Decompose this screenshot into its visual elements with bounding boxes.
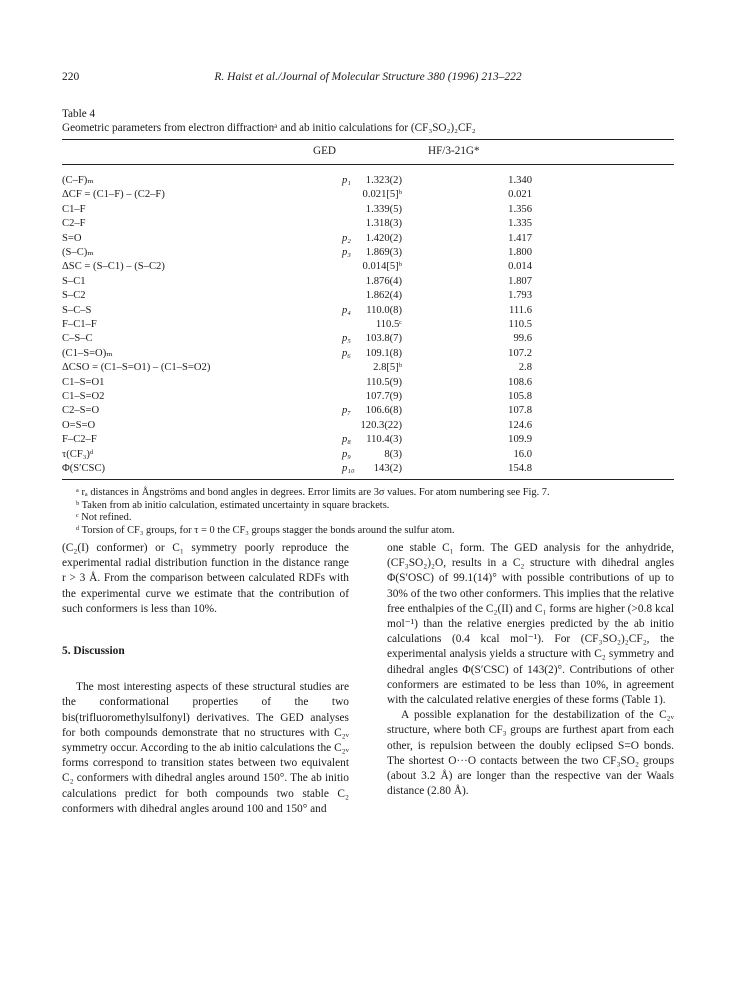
parameter-symbol-cell: p₄ bbox=[342, 304, 351, 316]
table-row bbox=[62, 405, 674, 417]
footnote-c: ᶜ Not refined. bbox=[76, 512, 132, 523]
paragraph-explanation: A possible explanation for the destabilization of the C₂ᵥ structure, where both CF₃ groups are furthest apart from each other, is repulsion between the doubly eclipsed S=O bonds. The shortest O···O contacts between the two CF₃SO₂ groups (about 3.2 Å) are longer than the respective van der Waals distance (2.80 Å). bbox=[387, 709, 674, 798]
parameter-symbol-cell: p₉ bbox=[342, 448, 351, 460]
parameter-cell: S–C1 bbox=[62, 275, 86, 287]
hf-value-cell: 107.8 bbox=[508, 405, 532, 417]
hf-value-cell: 1.335 bbox=[508, 218, 532, 230]
hf-value-cell: 105.8 bbox=[508, 391, 532, 402]
hf-value-cell: 109.9 bbox=[508, 434, 532, 446]
parameter-cell: O=S=O bbox=[62, 419, 96, 431]
parameter-cell: S–C–S bbox=[62, 304, 92, 316]
ged-value-cell: 110.4(3) bbox=[366, 434, 402, 446]
table-row bbox=[62, 362, 674, 374]
table-row bbox=[62, 204, 674, 216]
parameter-cell: (C1–S=O)ₘ bbox=[62, 347, 113, 359]
table-row bbox=[62, 305, 674, 317]
table-row bbox=[62, 377, 674, 389]
hf-value-cell: 99.6 bbox=[513, 333, 532, 345]
ged-value-cell: 110.0(8) bbox=[366, 304, 402, 316]
table-row bbox=[62, 247, 674, 259]
parameter-cell: S–C2 bbox=[62, 290, 86, 302]
hf-value-cell: 124.6 bbox=[508, 419, 532, 431]
right-column bbox=[387, 541, 674, 799]
parameter-symbol-cell: p₁₀ bbox=[342, 463, 355, 474]
table-row bbox=[62, 348, 674, 360]
table-title: Geometric parameters from electron diffractionᵃ and ab initio calculations for (CF₃SO₂)₂CF₂ bbox=[62, 121, 476, 134]
left-column bbox=[62, 541, 349, 817]
parameter-cell: C1–S=O2 bbox=[62, 391, 105, 402]
ged-value-cell: 120.3(22) bbox=[360, 419, 402, 431]
table-label: Table 4 bbox=[62, 108, 96, 120]
table-row bbox=[62, 391, 674, 403]
table-row bbox=[62, 276, 674, 288]
ged-value-cell: 110.5(9) bbox=[366, 376, 402, 388]
parameter-symbol-cell: p₂ bbox=[342, 232, 351, 244]
paragraph-conformers: one stable C₁ form. The GED analysis for the anhydride, (CF₃SO₂)₂O, results in a C₂ structure with dihedral angles Φ(S′OSC) of 99.1(14)° with possible contributions of up to 30% of the two other conformers. This implies that the relative free enthalpies of the C₂(II) and C₁ forms are higher (>0.8 kcal mol⁻¹) than the relative energies predicted by the ab initio calculations (0.4 kcal mol⁻¹). For (CF₃SO₂)₂CF₂, the experimental analysis yields a structure with C₂ symmetry and dihedral angles Φ(S′CSC) of 143(2)°. Contributions of other conformers are estimated to be less than 10%, in agreement with the calculated relative energies of these forms (Table 1). bbox=[387, 542, 674, 707]
hf-value-cell: 154.8 bbox=[508, 463, 532, 474]
ged-value-cell: 0.021[5]ᵇ bbox=[362, 189, 402, 201]
table-caption bbox=[62, 108, 674, 135]
table-row bbox=[62, 463, 674, 475]
parameter-symbol-cell: p₃ bbox=[342, 247, 351, 258]
parameter-symbol-cell: p₁ bbox=[342, 175, 351, 186]
table-row bbox=[62, 290, 674, 302]
parameter-cell: ΔCF = (C1–F) – (C2–F) bbox=[62, 189, 165, 201]
parameter-cell: F–C1–F bbox=[62, 319, 97, 330]
table-row bbox=[62, 319, 674, 331]
section-heading: 5. Discussion bbox=[62, 645, 125, 658]
ged-value-cell: 1.862(4) bbox=[365, 290, 402, 302]
ged-value-cell: 1.876(4) bbox=[365, 275, 402, 287]
table-footnotes bbox=[62, 487, 674, 537]
ged-value-cell: 1.869(3) bbox=[365, 247, 402, 258]
ged-value-cell: 103.8(7) bbox=[365, 333, 402, 345]
hf-value-cell: 1.356 bbox=[508, 203, 532, 215]
ged-value-cell: 0.014[5]ᵇ bbox=[362, 261, 402, 273]
footnote-d: ᵈ Torsion of CF₃ groups, for τ = 0 the CF₃ groups stagger the bonds around the sulfur atom. bbox=[76, 524, 455, 536]
hf-value-cell: 0.014 bbox=[508, 261, 532, 273]
table-row bbox=[62, 420, 674, 432]
hf-value-cell: 0.021 bbox=[508, 189, 532, 201]
column-header-ged: GED bbox=[313, 145, 336, 157]
hf-value-cell: 110.5 bbox=[508, 319, 532, 330]
table-row bbox=[62, 434, 674, 446]
parameter-cell: C2–S=O bbox=[62, 405, 100, 417]
ged-value-cell: 8(3) bbox=[384, 448, 402, 460]
ged-value-cell: 106.6(8) bbox=[365, 405, 402, 417]
footnote-a: ᵃ rₐ distances in Ångströms and bond angles in degrees. Error limits are 3σ values. For atom numbering see Fig. 7. bbox=[76, 487, 550, 498]
hf-value-cell: 1.807 bbox=[508, 275, 532, 287]
ged-value-cell: 2.8[5]ᵇ bbox=[373, 362, 402, 374]
paragraph-discussion: The most interesting aspects of these structural studies are the conformational properties of the two bis(trifluoromethylsulfonyl) derivatives. The GED analyses for both compounds demonstrate that no structures with C₂ᵥ symmetry occur. According to the ab initio calculations the C₂ᵥ forms correspond to transition states between two equivalent C₂ conformers with dihedral angles around 150°. The ab initio calculations predict for both compounds two stable C₂ conformers with dihedral angles around 100 and 150° and bbox=[62, 681, 349, 815]
ged-value-cell: 143(2) bbox=[373, 463, 402, 474]
parameter-symbol-cell: p₆ bbox=[342, 347, 351, 359]
column-header-hf: HF/3-21G* bbox=[428, 145, 480, 157]
parameter-cell: C1–F bbox=[62, 203, 86, 215]
hf-value-cell: 1.417 bbox=[508, 232, 532, 244]
hf-value-cell: 16.0 bbox=[513, 448, 532, 460]
parameter-cell: (C–F)ₘ bbox=[62, 175, 94, 186]
parameter-cell: ΔCSO = (C1–S=O1) – (C1–S=O2) bbox=[62, 362, 211, 374]
parameter-symbol-cell: p₈ bbox=[342, 434, 351, 446]
journal-reference: R. Haist et al./Journal of Molecular Structure 380 (1996) 213–222 bbox=[214, 71, 522, 83]
footnote-b: ᵇ Taken from ab initio calculation, estimated uncertainty in square brackets. bbox=[76, 499, 390, 511]
page-number: 220 bbox=[62, 71, 80, 83]
table-row bbox=[62, 333, 674, 345]
paragraph-intro: (C₂(I) conformer) or C₁ symmetry poorly reproduce the experimental radial distribution function in the distance range r > 3 Å. From the comparison between calculated RDFs with the experimental curve we estimate that the contribution of such conformers is less than 10%. bbox=[62, 542, 349, 615]
hf-value-cell: 1.793 bbox=[508, 290, 532, 302]
parameter-cell: C1–S=O1 bbox=[62, 376, 105, 388]
ged-value-cell: 1.420(2) bbox=[365, 232, 402, 244]
ged-value-cell: 109.1(8) bbox=[365, 347, 402, 359]
hf-value-cell: 111.6 bbox=[508, 304, 532, 316]
hf-value-cell: 1.800 bbox=[508, 247, 532, 258]
table-row bbox=[62, 261, 674, 273]
table-row bbox=[62, 175, 674, 187]
ged-value-cell: 110.5ᶜ bbox=[375, 319, 402, 330]
table-header-rule bbox=[62, 164, 674, 165]
hf-value-cell: 2.8 bbox=[518, 362, 532, 374]
parameter-cell: S=O bbox=[62, 232, 82, 244]
table-row bbox=[62, 449, 674, 461]
parameter-symbol-cell: p₇ bbox=[342, 405, 351, 417]
parameter-cell: F–C2–F bbox=[62, 434, 97, 446]
hf-value-cell: 108.6 bbox=[508, 376, 532, 388]
ged-value-cell: 1.318(3) bbox=[365, 218, 402, 230]
hf-value-cell: 107.2 bbox=[508, 347, 532, 359]
ged-value-cell: 1.339(5) bbox=[365, 203, 402, 215]
table-bottom-rule bbox=[62, 479, 674, 480]
table-top-rule bbox=[62, 139, 674, 140]
ged-value-cell: 1.323(2) bbox=[365, 175, 402, 186]
parameter-cell: C2–F bbox=[62, 218, 86, 230]
table-row bbox=[62, 189, 674, 201]
ged-value-cell: 107.7(9) bbox=[365, 391, 402, 402]
parameter-symbol-cell: p₅ bbox=[342, 333, 351, 345]
parameter-cell: τ(CF₃)ᵈ bbox=[62, 448, 94, 460]
hf-value-cell: 1.340 bbox=[508, 175, 532, 186]
parameter-cell: Φ(S′CSC) bbox=[62, 463, 106, 474]
parameter-cell: C–S–C bbox=[62, 333, 93, 345]
table-row bbox=[62, 233, 674, 245]
table-row bbox=[62, 218, 674, 230]
parameter-cell: ΔSC = (S–C1) – (S–C2) bbox=[62, 261, 165, 273]
parameter-cell: (S–C)ₘ bbox=[62, 247, 94, 258]
